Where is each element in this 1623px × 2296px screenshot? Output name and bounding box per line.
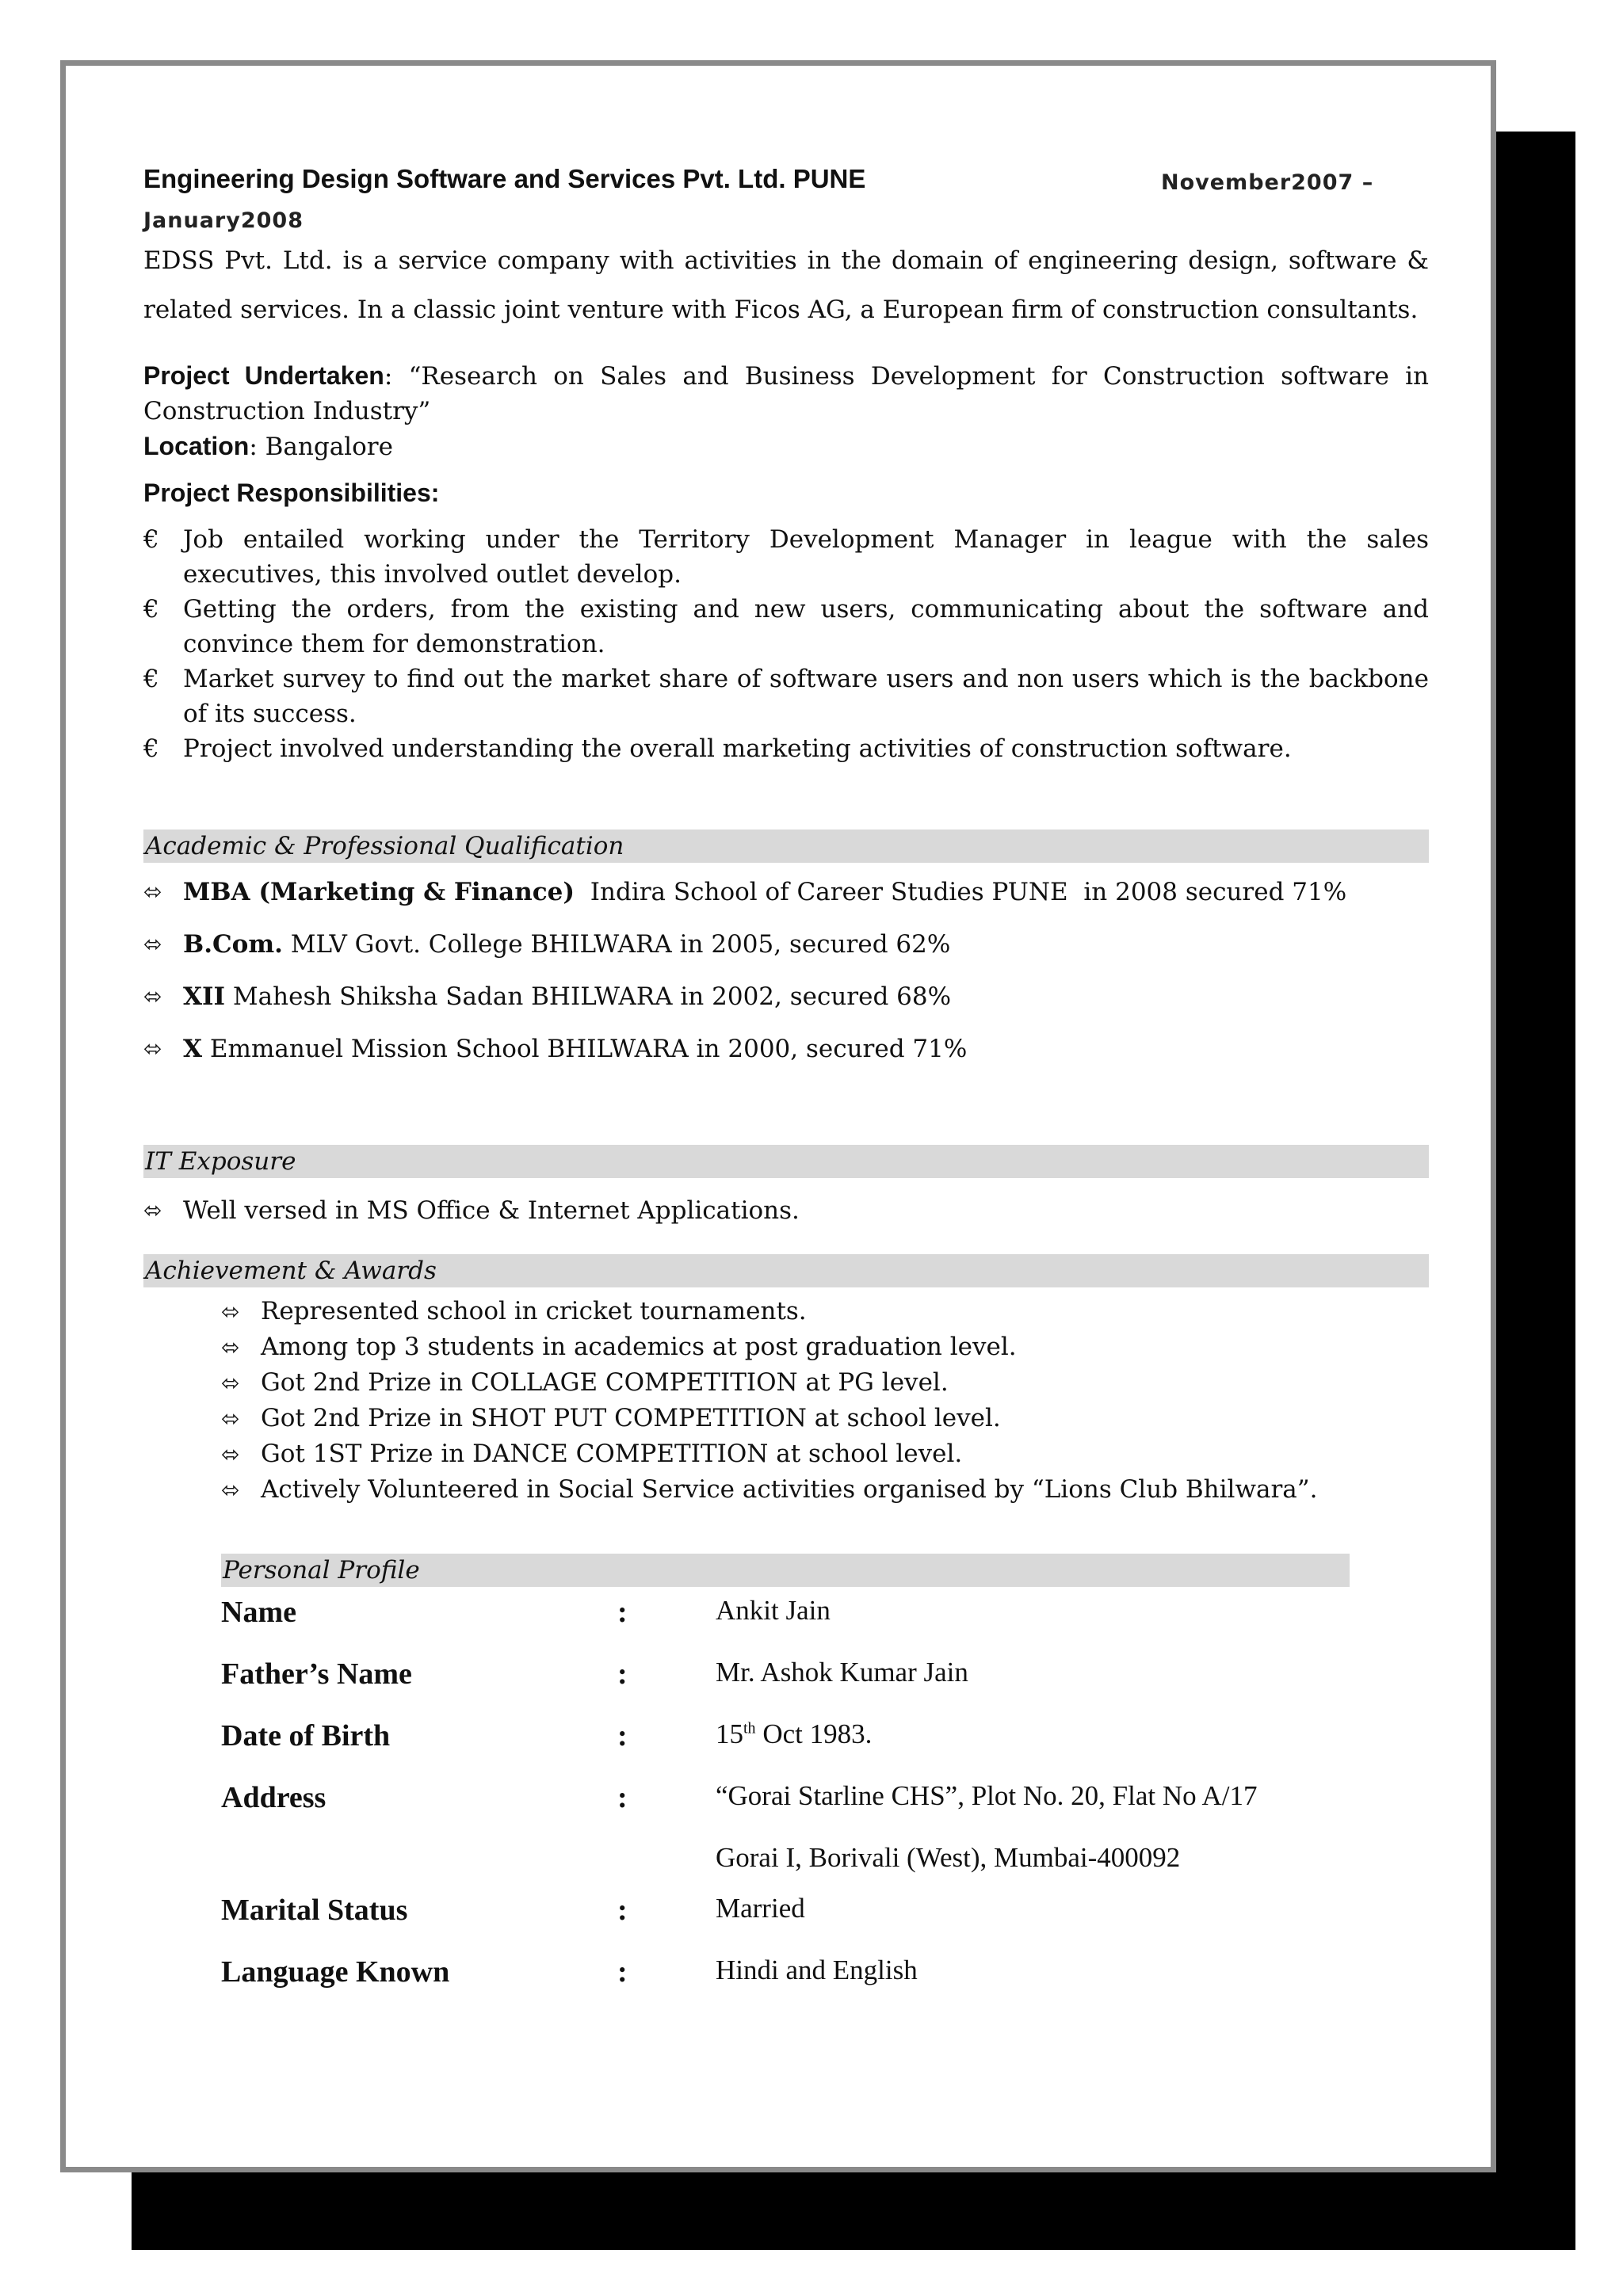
- name-label: Name: [221, 1596, 296, 1629]
- job-date-start: November2007 –: [1161, 170, 1374, 195]
- list-item: ⬄ Actively Volunteered in Social Service activities organised by “Lions Club Bhilwara”.: [221, 1472, 1429, 1508]
- academic-heading: Academic & Professional Qualification: [143, 830, 1429, 863]
- list-item: € Market survey to find out the market share of software users and non users which is the backbone of its success.: [143, 662, 1429, 731]
- personal-profile: [221, 1554, 1350, 2016]
- list-item: ⬄ Among top 3 students in academics at post graduation level.: [221, 1329, 1429, 1365]
- name-value: Ankit Jain: [716, 1595, 831, 1626]
- location-label: Location: [143, 432, 250, 460]
- responsibilities-list: [143, 522, 1429, 766]
- profile-row-address-2: [221, 1842, 1350, 1893]
- academic-list: [143, 866, 1429, 1075]
- project-label: Project Undertaken: [143, 361, 384, 390]
- double-arrow-icon: ⬄: [221, 1334, 240, 1360]
- resume-page: [60, 60, 1496, 2172]
- project-value: : “Research on Sales and Business Development for Construction software in Construction Industry”: [143, 362, 1429, 425]
- father-value: Mr. Ashok Kumar Jain: [716, 1657, 968, 1688]
- company-name: Engineering Design Software and Services Pvt. Ltd. PUNE: [143, 164, 866, 193]
- it-exposure-heading: IT Exposure: [143, 1145, 1429, 1178]
- list-item: ⬄ XII Mahesh Shiksha Sadan BHILWARA in 2002, secured 68%: [143, 971, 1429, 1023]
- profile-heading: Personal Profile: [221, 1554, 1350, 1587]
- double-arrow-icon: ⬄: [221, 1441, 240, 1467]
- awards-list: [221, 1294, 1429, 1508]
- colon: :: [617, 1781, 628, 1814]
- list-item: ⬄ B.Com. MLV Govt. College BHILWARA in 2005, secured 62%: [143, 918, 1429, 971]
- double-arrow-icon: ⬄: [143, 879, 162, 905]
- language-value: Hindi and English: [716, 1955, 918, 1985]
- dob-value: 15th Oct 1983.: [716, 1718, 873, 1749]
- list-item: ⬄ Got 2nd Prize in SHOT PUT COMPETITION at school level.: [221, 1401, 1429, 1436]
- euro-bullet-icon: €: [143, 665, 159, 693]
- profile-row-name: [221, 1595, 1350, 1657]
- company-description: EDSS Pvt. Ltd. is a service company with activities in the domain of engineering design, software & related services. In a classic joint venture with Ficos AG, a European firm of construction consultants.: [143, 246, 1429, 324]
- address-line1: “Gorai Starline CHS”, Plot No. 20, Flat No A/17: [716, 1780, 1258, 1811]
- profile-row-address: [221, 1780, 1350, 1842]
- list-item: ⬄ Represented school in cricket tournaments.: [221, 1294, 1429, 1329]
- colon: :: [617, 1955, 628, 1989]
- profile-row-dob: [221, 1718, 1350, 1780]
- father-label: Father’s Name: [221, 1657, 412, 1691]
- dob-label: Date of Birth: [221, 1719, 391, 1753]
- resume-content: [143, 164, 1429, 2016]
- profile-row-language: [221, 1955, 1350, 2016]
- colon: :: [617, 1657, 628, 1691]
- colon: :: [617, 1894, 628, 1927]
- awards-heading: Achievement & Awards: [143, 1254, 1429, 1287]
- double-arrow-icon: ⬄: [143, 983, 162, 1009]
- double-arrow-icon: ⬄: [143, 1197, 162, 1223]
- profile-row-marital: [221, 1893, 1350, 1955]
- marital-label: Marital Status: [221, 1894, 408, 1927]
- location-value: : Bangalore: [249, 433, 393, 461]
- list-item: € Job entailed working under the Territory Development Manager in league with the sales executives, this involved outlet develop.: [143, 522, 1429, 592]
- euro-bullet-icon: €: [143, 734, 159, 763]
- double-arrow-icon: ⬄: [221, 1477, 240, 1503]
- double-arrow-icon: ⬄: [221, 1405, 240, 1432]
- euro-bullet-icon: €: [143, 525, 159, 554]
- euro-bullet-icon: €: [143, 595, 159, 624]
- list-item: ⬄ MBA (Marketing & Finance) Indira School of Career Studies PUNE in 2008 secured 71%: [143, 866, 1429, 918]
- marital-value: Married: [716, 1893, 805, 1924]
- job-date-end: January2008: [143, 208, 304, 233]
- double-arrow-icon: ⬄: [221, 1370, 240, 1396]
- list-item: ⬄ X Emmanuel Mission School BHILWARA in 2000, secured 71%: [143, 1023, 1429, 1075]
- double-arrow-icon: ⬄: [143, 931, 162, 957]
- project-undertaken: [143, 358, 1429, 464]
- double-arrow-icon: ⬄: [221, 1299, 240, 1325]
- responsibilities-heading: Project Responsibilities:: [143, 479, 440, 507]
- it-exposure-list: [143, 1192, 1429, 1229]
- job-header: [143, 164, 1429, 199]
- list-item: € Getting the orders, from the existing and new users, communicating about the software and convince them for demonstration.: [143, 592, 1429, 662]
- double-arrow-icon: ⬄: [143, 1035, 162, 1062]
- list-item: ⬄ Well versed in MS Office & Internet Applications.: [143, 1192, 1429, 1229]
- list-item: ⬄ Got 1ST Prize in DANCE COMPETITION at school level.: [221, 1436, 1429, 1472]
- colon: :: [617, 1719, 628, 1753]
- list-item: € Project involved understanding the overall marketing activities of construction software.: [143, 731, 1429, 766]
- colon: :: [617, 1596, 628, 1629]
- profile-row-father: [221, 1657, 1350, 1718]
- language-label: Language Known: [221, 1955, 450, 1989]
- address-label: Address: [221, 1781, 327, 1814]
- address-line2: Gorai I, Borivali (West), Mumbai-400092: [716, 1842, 1181, 1873]
- list-item: ⬄ Got 2nd Prize in COLLAGE COMPETITION at PG level.: [221, 1365, 1429, 1401]
